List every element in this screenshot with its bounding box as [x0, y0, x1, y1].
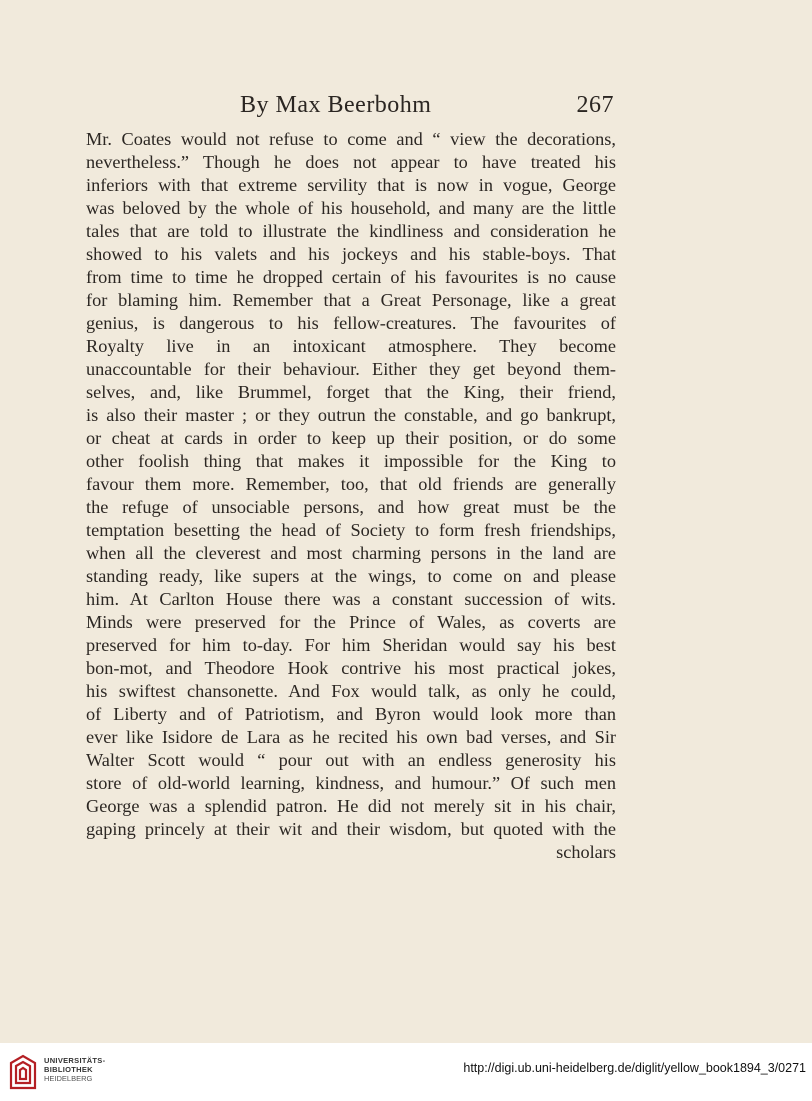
text-line: was beloved by the whole of his household, and many are the little: [86, 198, 616, 218]
library-name-line: BIBLIOTHEK: [44, 1065, 93, 1074]
text-line: when all the cleverest and most charming persons in the land are: [86, 543, 616, 563]
text-line: Minds were preserved for the Prince of Wales, as coverts are: [86, 612, 616, 632]
text-line: showed to his valets and his jockeys and his stable-boys. That: [86, 244, 616, 264]
text-line: temptation besetting the head of Society to form fresh friendships,: [86, 520, 616, 540]
text-line: Mr. Coates would not refuse to come and “ view the decorations,: [86, 129, 616, 149]
library-name: [44, 1056, 105, 1083]
text-line: Royalty live in an intoxicant atmosphere. They become: [86, 336, 616, 356]
text-line: inferiors with that extreme servility that is now in vogue, George: [86, 175, 616, 195]
body-text: [86, 128, 616, 864]
text-line: unaccountable for their behaviour. Either they get beyond them-: [86, 359, 616, 379]
text-line: favour them more. Remember, too, that old friends are generally: [86, 474, 616, 494]
text-line: store of old-world learning, kindness, and humour.” Of such men: [86, 773, 616, 793]
text-line: standing ready, like supers at the wings, to come on and please: [86, 566, 616, 586]
text-line: bon-mot, and Theodore Hook contrive his most practical jokes,: [86, 658, 616, 678]
text-line: from time to time he dropped certain of his favourites is no cause: [86, 267, 616, 287]
library-name-line: HEIDELBERG: [44, 1074, 93, 1083]
text-line: him. At Carlton House there was a constant succession of wits.: [86, 589, 616, 609]
text-line: genius, is dangerous to his fellow-creatures. The favourites of: [86, 313, 616, 333]
text-line: ever like Isidore de Lara as he recited his own bad verses, and Sir: [86, 727, 616, 747]
text-line: or cheat at cards in order to keep up their position, or do some: [86, 428, 616, 448]
catchword: scholars: [556, 842, 616, 862]
text-line: other foolish thing that makes it impossible for the King to: [86, 451, 616, 471]
text-line: gaping princely at their wit and their wisdom, but quoted with the: [86, 819, 616, 839]
library-logo-icon: [8, 1053, 38, 1091]
text-line: of Liberty and of Patriotism, and Byron would look more than: [86, 704, 616, 724]
text-line: selves, and, like Brummel, forget that the King, their friend,: [86, 382, 616, 402]
text-line: tales that are told to illustrate the kindliness and consideration he: [86, 221, 616, 241]
text-line: the refuge of unsociable persons, and how great must be the: [86, 497, 616, 517]
text-line: Walter Scott would “ pour out with an endless generosity his: [86, 750, 616, 770]
text-line: is also their master ; or they outrun the constable, and go bankrupt,: [86, 405, 616, 425]
running-head: [86, 92, 614, 132]
running-title: By Max Beerbohm: [240, 92, 432, 118]
library-name-line: UNIVERSITÄTS-: [44, 1056, 106, 1065]
text-line: nevertheless.” Though he does not appear to have treated his: [86, 152, 616, 172]
text-line: George was a splendid patron. He did not merely sit in his chair,: [86, 796, 616, 816]
text-line: for blaming him. Remember that a Great Personage, like a great: [86, 290, 616, 310]
footer-bar: [0, 1043, 812, 1101]
page-number: 267: [576, 92, 614, 118]
source-url-link[interactable]: http://digi.ub.uni-heidelberg.de/diglit/yellow_book1894_3/0271: [463, 1061, 806, 1075]
text-line: his swiftest chansonette. And Fox would talk, as only he could,: [86, 681, 616, 701]
text-line: preserved for him to-day. For him Sheridan would say his best: [86, 635, 616, 655]
